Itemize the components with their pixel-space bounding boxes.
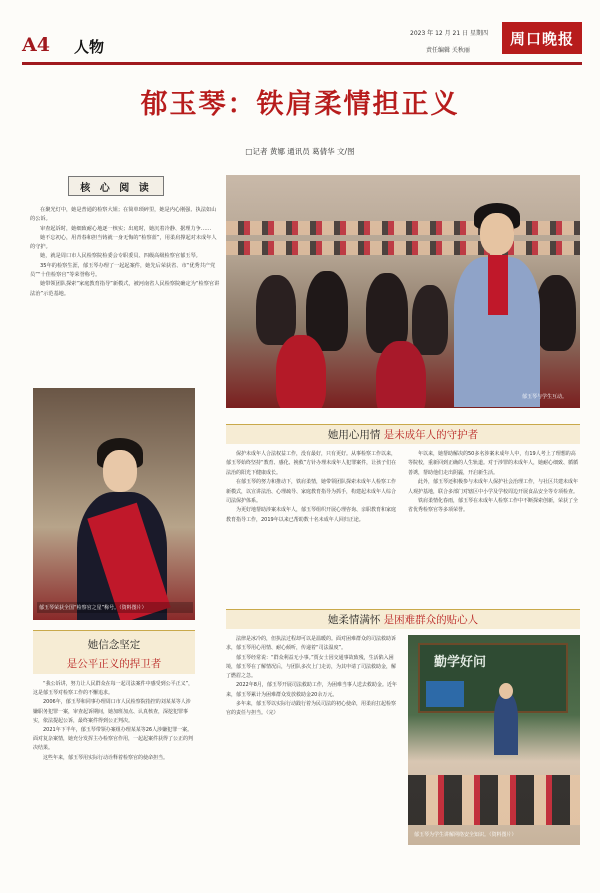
- classroom-screen: [426, 681, 464, 707]
- section-heading-red: 是未成年人的守护者: [383, 429, 479, 441]
- section-heading-care: [226, 609, 580, 629]
- section-heading-plain: 她柔情满怀: [327, 614, 381, 626]
- body-paragraph: 年以来，她帮助解决的50多名涉案未成年人中，有19人考上了理想的高等院校，重新回到正确的人生轨道。对于涉罪的未成年人，她耐心细致、循循善诱，帮助他们走出阴霾，开启新生活。: [408, 451, 579, 476]
- core-reading-text: [30, 206, 220, 299]
- header-rule: [22, 62, 582, 65]
- page-number: A4: [22, 34, 50, 56]
- section-body-justice: [33, 680, 195, 763]
- body-paragraph: 铁肩柔情化春雨，郁玉琴在未成年人检察工作中不断探索创新，荣获了全省优秀检察官等多项荣誉。: [408, 498, 579, 514]
- body-paragraph: 此外，郁玉琴还积极参与未成年人保护社会治理工作，与社区共建未成年人观护基地，联合多部门对辖区中小学及学校周边开展食品安全等专项检查。: [408, 479, 579, 495]
- student-figure: [412, 285, 448, 355]
- classroom-teacher-figure: [494, 693, 518, 755]
- body-paragraph: 郁玉琴经常说：“群众利益无小事。”贾女士因交通事故致残，生活陷入困境，郁玉琴在了解情况后，与团队多次上门走访，为其申请了司法救助金，解了燃眉之急。: [226, 654, 397, 680]
- portrait-figure-face: [103, 450, 137, 492]
- section-heading-line1: 她信念坚定: [87, 639, 141, 651]
- section-body-guardian-col2: [408, 450, 580, 516]
- blackboard-text: 勤学好问: [434, 655, 487, 670]
- classroom-students: [408, 775, 580, 825]
- section-heading-line2: 是公平正义的捍卫者: [66, 658, 162, 670]
- section-heading-guardian: [226, 424, 580, 444]
- issue-date: 2023 年 12 月 21 日 星期四: [410, 30, 488, 37]
- classroom-teacher-face: [499, 683, 513, 699]
- section-body-care: [226, 635, 398, 719]
- classroom-photo: [408, 635, 580, 845]
- page-header: [22, 18, 582, 60]
- students-row-back: [226, 241, 580, 255]
- classroom-photo-caption: 郁玉琴为学生讲解网络安全知识。（资料图片）: [414, 832, 517, 838]
- student-figure: [536, 275, 576, 351]
- portrait-caption: 郁玉琴荣获全国“检察官之星”称号。（资料图片）: [37, 602, 193, 613]
- body-paragraph: 多年来，郁玉琴以实际行动践行着为民司法的初心使命，用柔肩扛起检察官的责任与担当。（完）: [226, 701, 397, 717]
- article-title: 郁玉琴：铁肩柔情担正义: [140, 89, 460, 120]
- students-row-back: [226, 221, 580, 235]
- body-paragraph: 保护未成年人合法权益工作，没有最好，只有更好。从事检察工作以来，郁玉琴始终坚持“教育、感化、挽救”方针办理未成年人犯罪案件，让孩子们在法治的阳光下健康成长。: [226, 451, 397, 476]
- student-figure: [256, 275, 296, 345]
- section-heading-red: 是困难群众的贴心人: [383, 614, 479, 626]
- body-paragraph: 法律是冰冷的，但执法过程却可以是温暖的。面对困难群众的司法救助诉求，郁玉琴用心用情、耐心倾听，传递着“司法温度”。: [226, 636, 397, 652]
- core-paragraph: 她，就是周口市人民检察院检委会专职委员、四级高级检察官郁玉琴。: [40, 253, 201, 260]
- body-paragraph: 2022年8月，郁玉琴开展司法救助工作，为困难当事人送去救助金。近年来，郁玉琴累计为困难群众发放救助金20余万元。: [226, 682, 397, 698]
- newspaper-logo: 周口晚报: [502, 22, 582, 54]
- body-paragraph: 为更好地帮助涉案未成年人，郁玉琴组织开展心理咨询、亲职教育和家庭教育指导工作，2019年以来已帮助数十名未成年人回归正途。: [226, 507, 397, 523]
- core-paragraph: 她带领团队探索“家庭教育指导”新模式，被河南省人民检察院确定为“检察官讲法治”示范基地。: [30, 281, 220, 297]
- article-byline: □记者 黄娜 通讯员 葛倩华 文/图: [245, 147, 355, 156]
- teacher-figure-face: [480, 213, 514, 255]
- body-paragraph: 2006年，郁玉琴和同事办理周口市人民检察院指控的刘某某等人涉嫌职务犯罪一案，审查起诉期间，她加班加点、认真核查，深挖犯罪事实，依法提起公诉，最终案件得到公正判决。: [33, 699, 191, 724]
- main-photo: [226, 175, 580, 408]
- editor-credit: 责任编辑 关秋丽: [426, 47, 470, 54]
- body-paragraph: “我公诉讲，努力让人民群众在每一起司法案件中感受到公平正义”，这是郁玉琴对检察工作的不懈追求。: [33, 681, 194, 697]
- section-heading-justice: [33, 630, 195, 674]
- body-paragraph: 在郁玉琴的努力和推动下，铁肩柔情，她带领团队探索未成年人检察工作新模式，以宣讲法治、心理疏导、家庭教育指导为抓手，构建起未成年人综合司法保护体系。: [226, 479, 397, 505]
- core-paragraph: 35年的检察生涯，郁玉琴办理了一起起案件，她先后荣获省、市“优秀共产党员”“十佳检察官”等荣誉称号。: [30, 262, 216, 279]
- section-name: 人物: [74, 38, 105, 56]
- portrait-photo: [33, 388, 195, 620]
- body-paragraph: 2021年下半年，郁玉琴带领办案组办理某某等26人涉嫌犯罪一案。面对复杂案情，她充分发挥主办检察官作用，一起起案件获得了公正的判决结果。: [33, 727, 194, 752]
- teacher-red-scarf: [488, 255, 508, 315]
- student-figure: [376, 341, 426, 408]
- core-paragraph: 审查起诉时，她细致耐心地逐一核实；出庭时，她沉着冷静、据理力争……: [40, 225, 212, 232]
- body-paragraph: 这些年来，郁玉琴用实际行动诠释着检察官的使命担当。: [43, 754, 169, 761]
- core-paragraph: 在聚光灯中，她是普通的检察大姐；在简单琐碎里，她是内心刚强、执法如山的公诉。: [30, 207, 217, 223]
- core-reading-label: 核 心 阅 读: [68, 176, 164, 196]
- core-paragraph: 她不忘初心，用青春和担当铸就一身无悔的“检察蓝”，用柔肩撑起对未成年人的守护。: [30, 234, 217, 251]
- section-heading-plain: 她用心用情: [327, 429, 381, 441]
- section-body-guardian-col1: [226, 450, 398, 525]
- student-figure: [276, 335, 326, 408]
- main-photo-caption: 郁玉琴与学生互动。: [522, 394, 568, 400]
